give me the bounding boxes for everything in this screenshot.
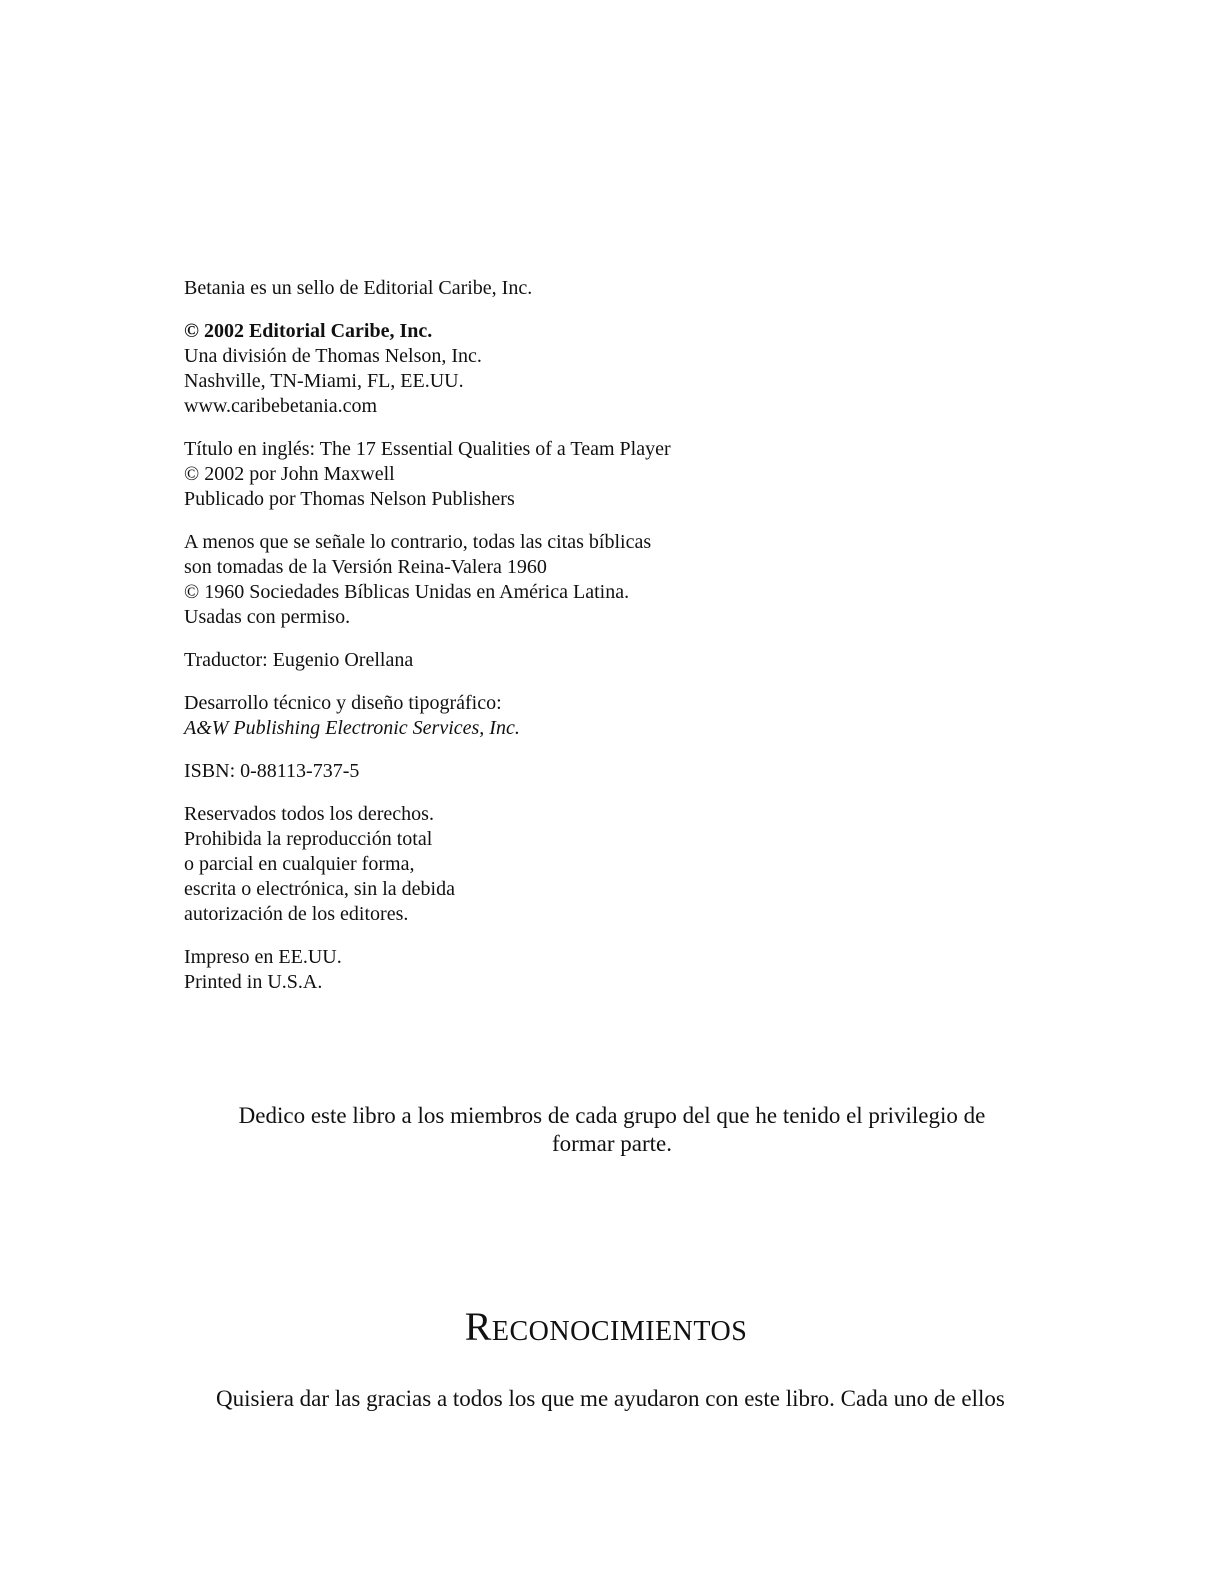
publisher-copyright: © 2002 Editorial Caribe, Inc. [184,320,433,342]
publisher-division: Una división de Thomas Nelson, Inc. [184,345,482,367]
dedication-line: Dedico este libro a los miembros de cada grupo del que he tenido el privilegio de [238,1103,986,1128]
printed-group [184,945,904,995]
acknowledgments-first-line: Quisiera dar las gracias a todos los que me ayudaron con este libro. Cada uno de ellos [216,1386,1005,1411]
printed-line: Printed in U.S.A. [184,971,323,993]
original-edition-group [184,437,904,512]
publisher-website: www.caribebetania.com [184,395,378,417]
bible-notice-group [184,530,904,630]
publisher-group [184,319,904,419]
translator-line: Traductor: Eugenio Orellana [184,649,414,671]
rights-line: autorización de los editores. [184,903,409,925]
design-label: Desarrollo técnico y diseño tipográfico: [184,692,502,714]
rights-line: o parcial en cualquier forma, [184,853,415,875]
acknowledgments-title: Reconocimientos [464,1304,748,1349]
copyright-block [184,276,904,1013]
original-title: Título en inglés: The 17 Essential Qualities of a Team Player [184,438,671,460]
bible-notice-line: son tomadas de la Versión Reina-Valera 1960 [184,556,547,578]
dedication-line: formar parte. [551,1131,673,1156]
translator-group [184,648,904,673]
dedication [200,1102,1024,1158]
original-publisher: Publicado por Thomas Nelson Publishers [184,488,515,510]
printed-line: Impreso en EE.UU. [184,946,342,968]
isbn-line: ISBN: 0-88113-737-5 [184,760,360,782]
bible-notice-line: © 1960 Sociedades Bíblicas Unidas en América Latina. [184,581,630,603]
rights-group [184,802,904,927]
imprint-line: Betania es un sello de Editorial Caribe, Inc. [184,277,533,299]
isbn-group [184,759,904,784]
imprint-group [184,276,904,301]
publisher-location: Nashville, TN-Miami, FL, EE.UU. [184,370,464,392]
design-company: A&W Publishing Electronic Services, Inc. [184,717,520,739]
bible-notice-line: A menos que se señale lo contrario, todas las citas bíblicas [184,531,652,553]
original-copyright: © 2002 por John Maxwell [184,463,395,485]
rights-line: Prohibida la reproducción total [184,828,433,850]
rights-line: escrita o electrónica, sin la debida [184,878,455,900]
bible-notice-line: Usadas con permiso. [184,606,351,628]
design-group [184,691,904,741]
rights-line: Reservados todos los derechos. [184,803,434,825]
